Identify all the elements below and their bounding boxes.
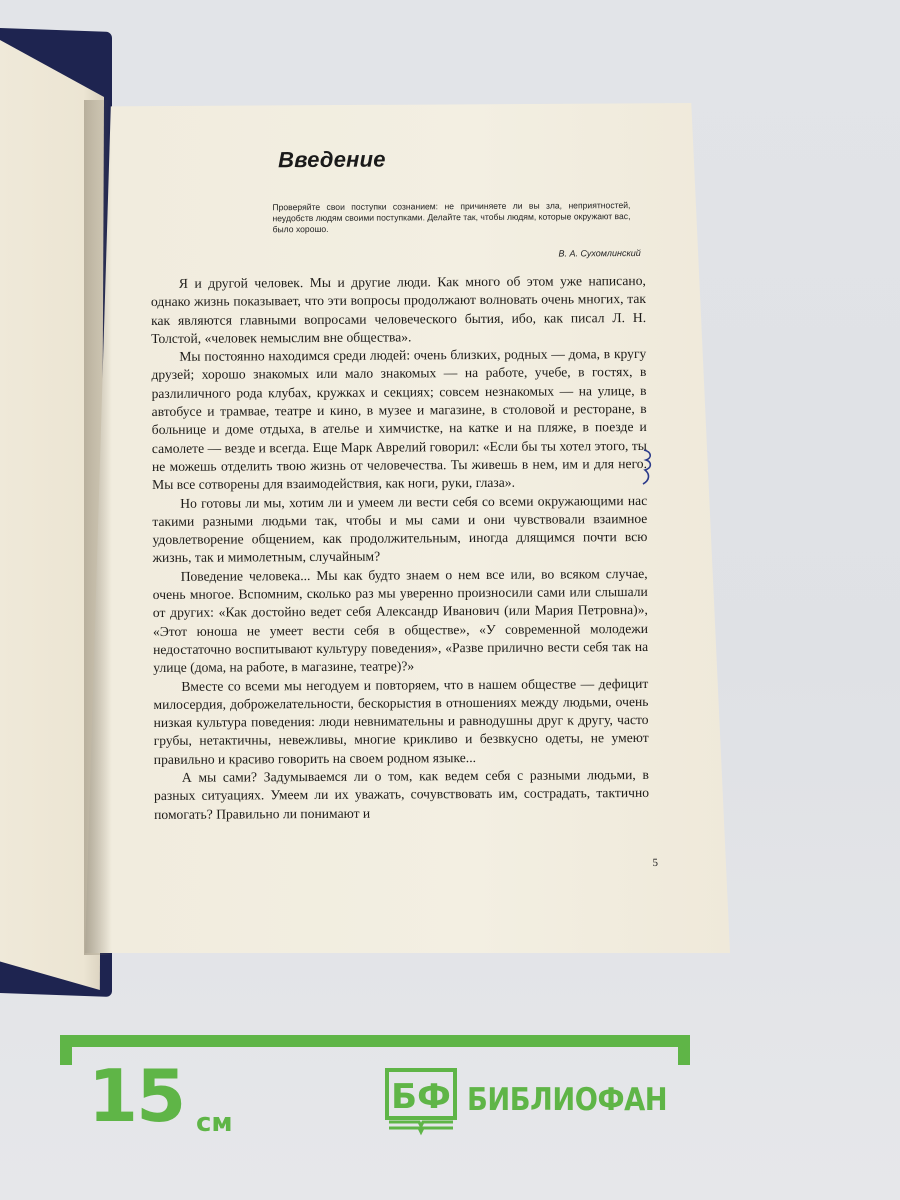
chapter-title: Введение <box>278 146 386 173</box>
epigraph-author: В. А. Сухомлинский <box>558 248 641 259</box>
ruler-bar <box>60 1035 690 1047</box>
paragraph: Мы постоянно находимся среди людей: очень близких, родных — дома, в кругу друзей; хорошо знакомых или мало знакомых — на работе, учебе, в гостях, в разлиличного рода клубах, кружках и секциях; совсем незнакомых — на улице, в автобусе и трамвае, театре и кино, в музее и магазине, в столовой и ресторане, в больнице и доме отдыха, в ателье и химчистке, на катке и на пляже, в поезде и самолете — везде и всегда. Еще Марк Аврелий говорил: «Если бы ты хотел этого, ты не можешь отделить твою жизнь от человечества. Ты живешь в нем, им и для него. Мы все сотворены для взаимодействия, как ноги, руки, глаза». <box>151 346 648 493</box>
epigraph: Проверяйте свои поступки сознанием: не причиняете ли вы зла, неприятностей, неудобств людям своими поступками. Делайте так, чтобы людям, которые окружают вас, было хорошо. <box>272 200 631 235</box>
brand-name: БИБЛИОФАН <box>467 1082 668 1118</box>
paragraph: Но готовы ли мы, хотим ли и умеем ли вести себя со всеми окружающими нас такими разными людьми так, чтобы и мы сами и они чувствовали взаимное удовлетворение общением, как продолжительным, иногда длящимся почти всю жизнь, так и мимолетным, случайным? <box>152 492 648 566</box>
page-number: 5 <box>652 856 658 869</box>
paragraph: Я и другой человек. Мы и другие люди. Как много об этом уже написано, однако жизнь показывает, что эти вопросы продолжают волновать очень многих, так как являются главными вопросами человеческого бытия, ибо, как писал Л. Н. Толстой, «человек немыслим вне общества». <box>150 272 647 346</box>
pen-mark <box>640 448 656 486</box>
body-text <box>151 272 649 824</box>
paragraph: Поведение человека... Мы как будто знаем о нем все или, во всяком случае, очень многое. Вспомним, сколько раз мы уверенно произносили сами или слышали от других: «Как достойно ведет себя Александр Иванович (или Мария Петровна)», «Этот юноша не умеет вести себя в обществе», «У современной молодежи недостаточно воспитывают культуру поведения», «Разве прилично вести себя так на улице (дома, на работе, в магазине, театре)?» <box>152 565 649 676</box>
svg-text:БФ: БФ <box>391 1077 451 1117</box>
bibliofan-logo-icon <box>385 1068 457 1136</box>
spine-shadow <box>84 100 112 955</box>
scale-size: 15 <box>88 1054 185 1138</box>
ruler-tick-right <box>678 1035 690 1065</box>
scale-unit: см <box>196 1108 233 1138</box>
paragraph: Вместе со всеми мы негодуем и повторяем, что в нашем обществе — дефицит милосердия, доброжелательности, бескорыстия в отношениях между людьми, очень низкая культура поведения: люди невнимательны и равнодушны друг к другу, часто грубы, нетактичны, невежливы, многие крикливо и безвкусно одеты, не умеют правильно и красиво говорить на своем родном языке... <box>153 675 649 767</box>
paragraph: А мы сами? Задумываемся ли о том, как ведем себя с разными людьми, в разных ситуациях. Умеем ли их уважать, сочувствовать им, сострадать, тактично помогать? Правильно ли понимают и <box>153 766 650 822</box>
ruler-tick-left <box>60 1035 72 1065</box>
